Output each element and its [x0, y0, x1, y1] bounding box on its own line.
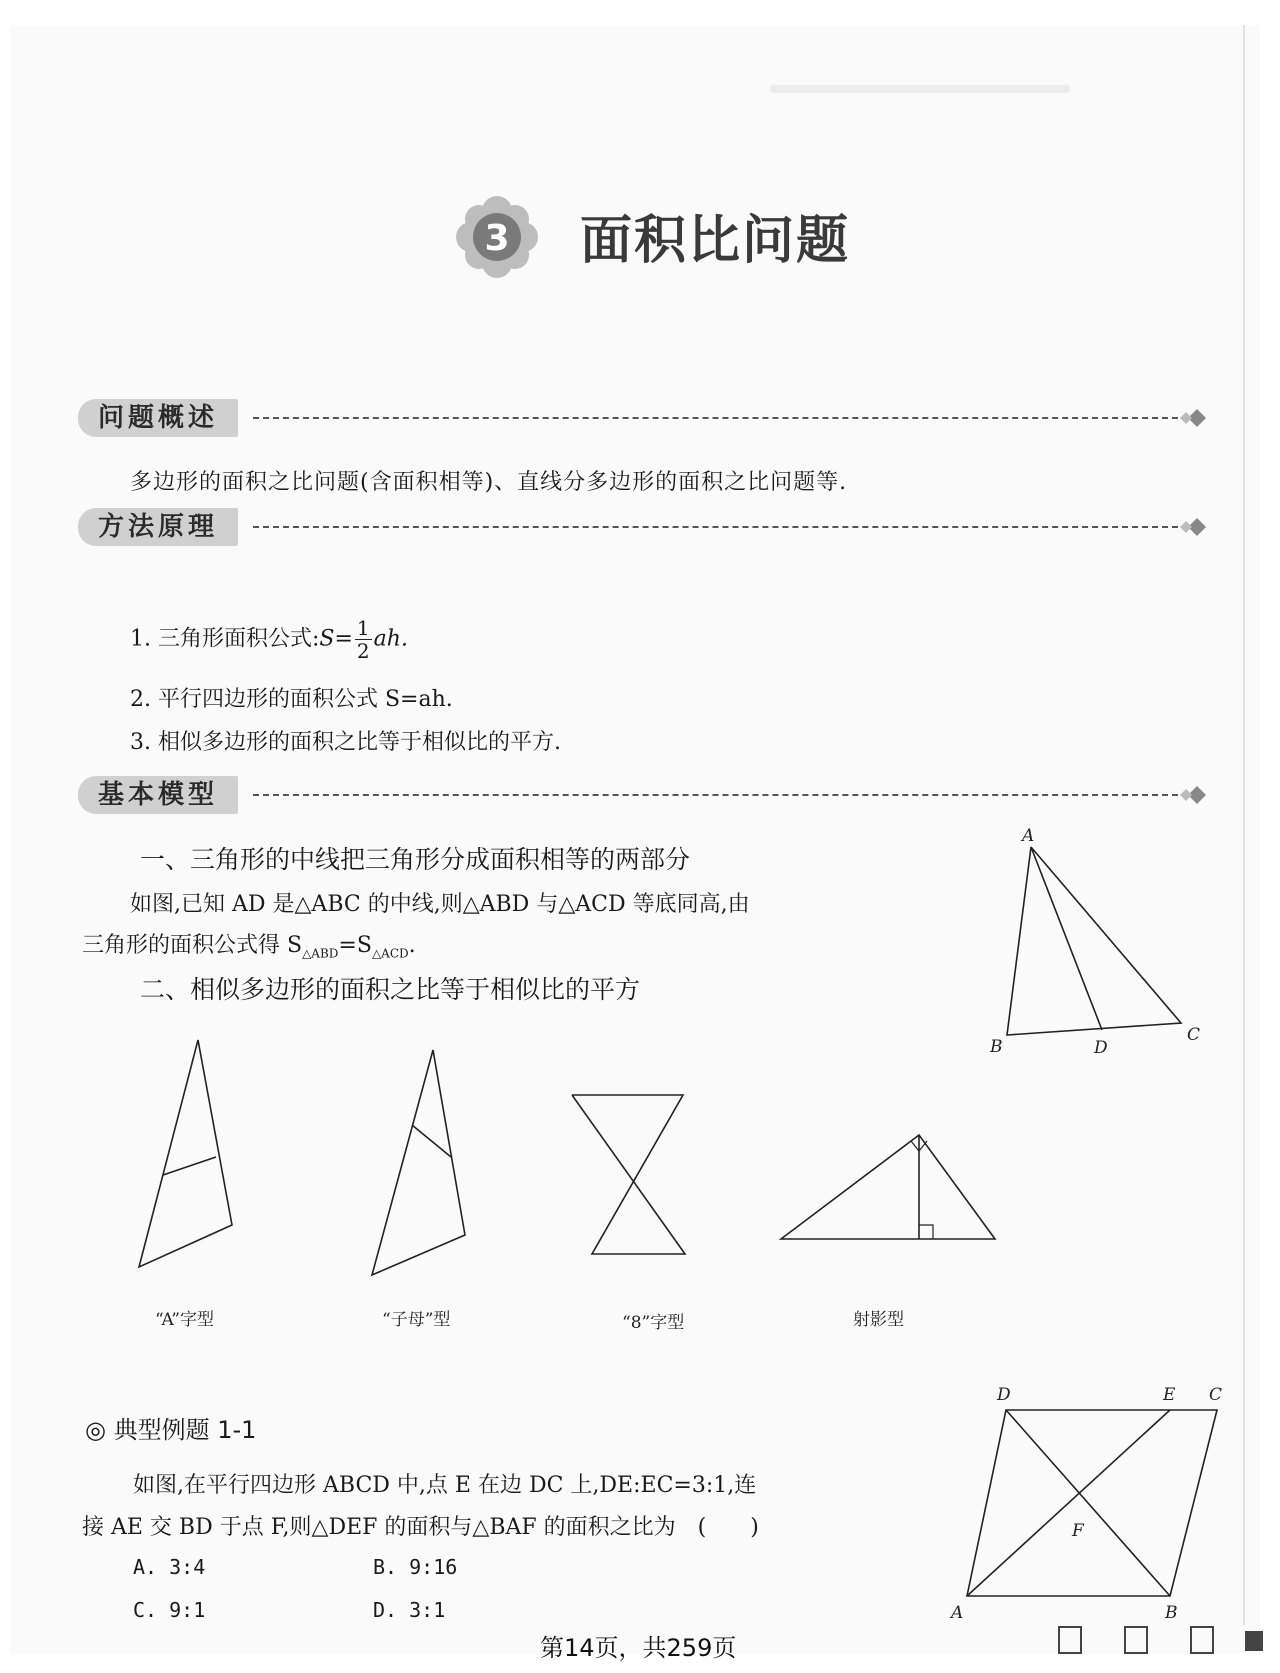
label-b: B [1165, 1603, 1178, 1620]
para-mid: =S [338, 933, 372, 958]
option-a: A. 3:4 [133, 1555, 206, 1579]
mother-child-figure [360, 1045, 480, 1285]
label-d: D [997, 1385, 1011, 1405]
example-line-1: 如图,在平行四边形 ABCD 中,点 E 在边 DC 上,DE:EC=3:1,连 [133, 1473, 757, 1498]
label-d: D [1094, 1038, 1108, 1055]
flower-number-icon [455, 195, 539, 279]
label-b: B [990, 1037, 1003, 1055]
diamond-icon [1178, 512, 1212, 542]
section-header-overview [78, 399, 1218, 439]
dashed-rule [253, 526, 1178, 528]
label-a: A [1022, 826, 1035, 846]
label-c: C [1187, 1025, 1200, 1045]
model-heading-1: 一、三角形的中线把三角形分成面积相等的两部分 [140, 845, 691, 874]
diamond-icon [1178, 403, 1212, 433]
label-e: E [1163, 1385, 1176, 1405]
label-c: C [1209, 1385, 1223, 1405]
subscript-acd: △ACD [371, 946, 409, 961]
figure-8-shape [565, 1090, 725, 1260]
faint-header-bleed [770, 85, 1070, 93]
subscript-abd: △ABD [302, 946, 339, 961]
dashed-rule [253, 794, 1178, 796]
a-shape-figure [125, 1035, 245, 1275]
caption-projection: 射影型 [853, 1310, 904, 1330]
fraction-numerator: 1 [356, 616, 370, 640]
parallelogram-figure [945, 1370, 1245, 1620]
section-header-models [78, 776, 1218, 816]
principle-1-prefix: 1. 三角形面积公式: [130, 626, 320, 652]
section-header-method [78, 508, 1218, 548]
principle-2: 2. 平行四边形的面积公式 S=ah. [130, 687, 453, 712]
fraction-one-half [355, 617, 372, 662]
triangle-abc-lines [1007, 847, 1181, 1035]
page-counter: 第14页，共259页 [540, 1634, 737, 1662]
projection-shape-figure [775, 1125, 1015, 1255]
para-end: . [408, 933, 416, 958]
formula-rhs: ah. [373, 626, 408, 652]
diamond-icon [1178, 780, 1212, 810]
example-line-2: 接 AE 交 BD 于点 F,则△DEF 的面积与△BAF 的面积之比为 ( ) [82, 1515, 759, 1540]
model-heading-2: 二、相似多边形的面积之比等于相似比的平方 [140, 975, 641, 1004]
label-a: A [951, 1603, 964, 1620]
section-label: 问题概述 [78, 399, 238, 437]
chapter-title: 面积比问题 [580, 211, 851, 271]
para-prefix: 三角形的面积公式得 S [82, 933, 303, 958]
overview-text: 多边形的面积之比问题(含面积相等)、直线分多边形的面积之比问题等. [130, 470, 848, 495]
fraction-denominator: 2 [356, 639, 370, 663]
principle-3: 3. 相似多边形的面积之比等于相似比的平方. [130, 730, 561, 755]
caption-8-shape: “8”字型 [622, 1313, 685, 1333]
principle-1 [130, 617, 408, 662]
chapter-number: 3 [484, 218, 510, 259]
viewer-toolbar-icons [1055, 1625, 1265, 1659]
section-label: 方法原理 [78, 508, 238, 546]
dashed-rule [253, 417, 1178, 419]
option-c: C. 9:1 [133, 1598, 206, 1622]
option-d: D. 3:1 [373, 1598, 446, 1622]
model-paragraph-line-1: 如图,已知 AD 是△ABC 的中线,则△ABD 与△ACD 等底同高,由 [130, 892, 750, 917]
option-b: B. 9:16 [373, 1555, 458, 1579]
caption-mother-child: “子母”型 [382, 1310, 451, 1330]
example-title: ◎ 典型例题 1-1 [85, 1416, 257, 1444]
median-triangle-figure [980, 825, 1200, 1055]
model-paragraph-line-2 [82, 928, 416, 960]
caption-a-shape: “A”字型 [155, 1310, 214, 1330]
label-f: F [1072, 1521, 1084, 1541]
section-label: 基本模型 [78, 776, 238, 814]
formula-lhs: S= [319, 626, 353, 652]
